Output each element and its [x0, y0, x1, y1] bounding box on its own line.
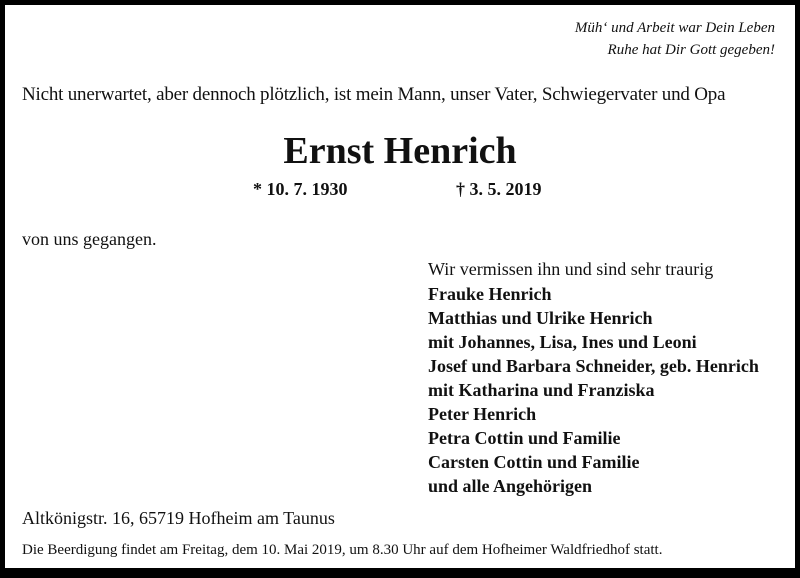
quote-line-2: Ruhe hat Dir Gott gegeben!	[607, 42, 775, 58]
birth-date: * 10. 7. 1930	[253, 179, 348, 199]
mourners-intro: Wir vermissen ihn und sind sehr traurig	[428, 259, 714, 279]
mourner-line: Carsten Cottin und Familie	[428, 452, 640, 472]
address: Altkönigstr. 16, 65719 Hofheim am Taunus	[22, 508, 335, 528]
mourner-line: mit Katharina und Franziska	[428, 380, 655, 400]
mourner-line: Petra Cottin und Familie	[428, 428, 621, 448]
funeral-info: Die Beerdigung findet am Freitag, dem 10. Mai 2019, um 8.30 Uhr auf dem Hofheimer Waldfriedhof statt.	[22, 542, 663, 558]
quote-line-1: Müh‘ und Arbeit war Dein Leben	[574, 20, 775, 36]
mourner-line: Frauke Henrich	[428, 284, 552, 304]
deceased-name: Ernst Henrich	[283, 130, 517, 172]
mourner-line: Peter Henrich	[428, 404, 537, 424]
obituary-notice	[5, 5, 795, 568]
passed-away-text: von uns gegangen.	[22, 229, 157, 249]
mourner-line: Matthias und Ulrike Henrich	[428, 308, 653, 328]
mourner-line: Josef und Barbara Schneider, geb. Henrich	[428, 356, 759, 376]
intro-text: Nicht unerwartet, aber dennoch plötzlich, ist mein Mann, unser Vater, Schwiegervater und Opa	[22, 84, 726, 105]
mourner-line: und alle Angehörigen	[428, 476, 593, 496]
death-date: † 3. 5. 2019	[456, 179, 542, 199]
mourner-line: mit Johannes, Lisa, Ines und Leoni	[428, 332, 697, 352]
